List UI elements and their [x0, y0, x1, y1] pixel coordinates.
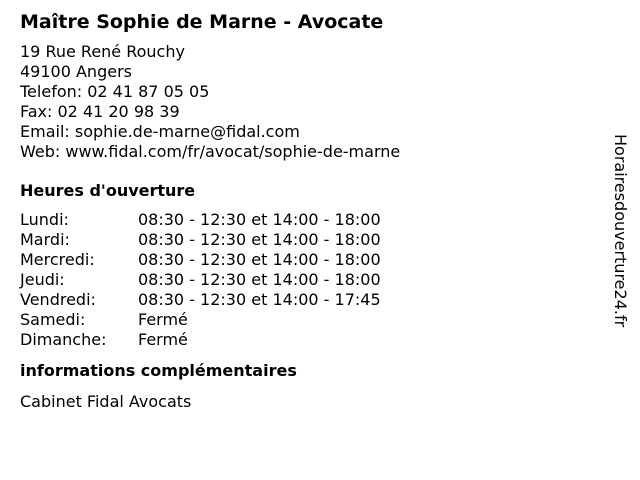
- hours-row: [20, 230, 600, 250]
- hours-row: [20, 290, 600, 310]
- hours-row: [20, 250, 600, 270]
- hours-row: [20, 310, 600, 330]
- email-address[interactable]: Email: sophie.de-marne@fidal.com: [20, 122, 300, 141]
- day-hours: 08:30 - 12:30 et 14:00 - 17:45: [138, 290, 381, 309]
- day-hours: 08:30 - 12:30 et 14:00 - 18:00: [138, 250, 381, 269]
- day-hours: 08:30 - 12:30 et 14:00 - 18:00: [138, 270, 381, 289]
- phone-number[interactable]: Telefon: 02 41 87 05 05: [20, 82, 210, 101]
- day-hours: 08:30 - 12:30 et 14:00 - 18:00: [138, 210, 381, 229]
- site-watermark: Horairesdouverture24.fr: [611, 134, 630, 328]
- address-block: [20, 42, 600, 162]
- website-link[interactable]: Web: www.fidal.com/fr/avocat/sophie-de-marne: [20, 142, 401, 161]
- day-hours: Fermé: [138, 330, 188, 349]
- day-label: Vendredi:: [20, 290, 96, 309]
- info-text: Cabinet Fidal Avocats: [20, 392, 192, 411]
- day-label: Lundi:: [20, 210, 69, 229]
- day-label: Jeudi:: [20, 270, 65, 289]
- page-title: Maître Sophie de Marne - Avocate: [20, 11, 384, 33]
- day-label: Mercredi:: [20, 250, 95, 269]
- street-address: 19 Rue René Rouchy: [20, 42, 185, 61]
- day-hours: Fermé: [138, 310, 188, 329]
- fax-number: Fax: 02 41 20 98 39: [20, 102, 180, 121]
- hours-row: [20, 210, 600, 230]
- day-label: Dimanche:: [20, 330, 107, 349]
- day-label: Samedi:: [20, 310, 86, 329]
- day-hours: 08:30 - 12:30 et 14:00 - 18:00: [138, 230, 381, 249]
- info-heading: informations complémentaires: [20, 361, 297, 380]
- city-address: 49100 Angers: [20, 62, 132, 81]
- hours-row: [20, 330, 600, 350]
- day-label: Mardi:: [20, 230, 70, 249]
- hours-heading: Heures d'ouverture: [20, 181, 196, 200]
- hours-row: [20, 270, 600, 290]
- hours-table: [20, 210, 600, 350]
- business-card: [20, 10, 600, 412]
